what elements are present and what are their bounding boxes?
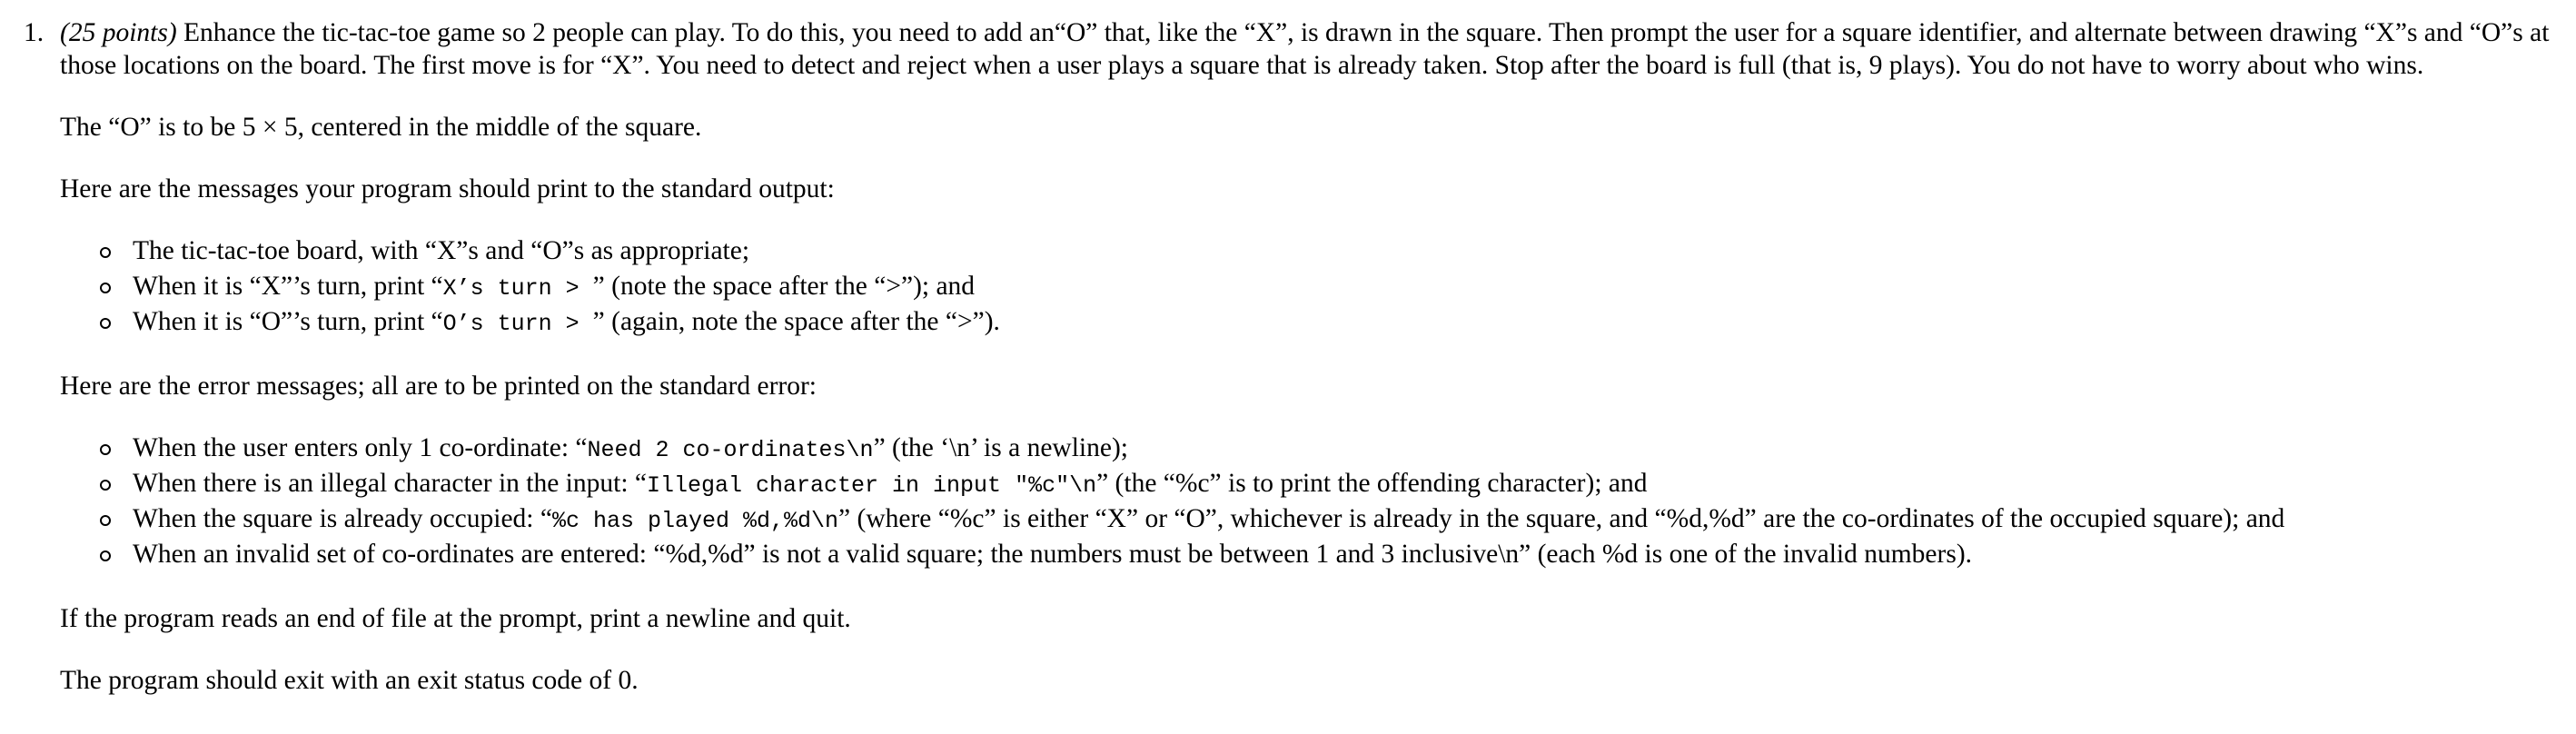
item-text-after: ” (again, note the space after the “>”). [592, 307, 1000, 336]
item-text: When the user enters only 1 co-ordinate: “ [133, 433, 588, 462]
bullet-icon [100, 283, 111, 293]
item-text: When the square is already occupied: “ [133, 504, 552, 533]
question-intro [60, 16, 2567, 82]
list-item [60, 467, 2567, 502]
item-text: When it is “X”’s turn, print “ [133, 272, 443, 301]
bullet-icon [100, 550, 111, 561]
item-text: When an invalid set of co-ordinates are entered: “%d,%d” is not a valid square; the numbers must be between 1 and 3 inclusive\n” (each %d is one of the invalid numbers). [133, 540, 1973, 569]
stderr-intro: Here are the error messages; all are to be printed on the standard error: [60, 372, 817, 401]
code-text: X’s turn > [442, 275, 593, 302]
bullet-icon [100, 480, 111, 491]
item-text: When it is “O”’s turn, print “ [133, 307, 443, 336]
list-item [60, 234, 2567, 270]
stderr-list [60, 431, 2567, 573]
list-item [60, 538, 2567, 573]
code-text: O’s turn > [442, 311, 593, 337]
points-label: (25 points) [60, 18, 177, 47]
stdout-list [60, 234, 2567, 341]
bullet-icon [100, 318, 111, 329]
item-text-after: ” (note the space after the “>”); and [592, 272, 976, 301]
list-item [60, 305, 2567, 341]
list-item [60, 502, 2567, 538]
list-item [60, 431, 2567, 467]
question-number: 1. [24, 18, 45, 47]
code-text: %c has played %d,%d\n [551, 508, 839, 534]
code-text: Need 2 co-ordinates\n [587, 437, 874, 463]
question-content [60, 16, 2567, 697]
code-text: Illegal character in input "%c"\n [647, 472, 1097, 499]
exit-note: The program should exit with an exit status code of 0. [60, 666, 639, 695]
item-text-after: ” (the “%c” is to print the offending character); and [1096, 469, 1648, 498]
list-item [60, 270, 2567, 305]
bullet-icon [100, 247, 111, 258]
intro-text: Enhance the tic-tac-toe game so 2 people can play. To do this, you need to add an“O” that, like the “X”, is drawn in the square. Then prompt the user for a square identifier, and alternate between drawing “X”s and “O”s at those locations on the board. The first move is for “X”. You need to detect and reject when a user plays a square that is already taken. Stop after the board is full (that is, 9 plays). You do not have to worry about who wins. [60, 18, 2550, 80]
stdout-intro: Here are the messages your program should print to the standard output: [60, 174, 835, 203]
size-note: The “O” is to be 5 × 5, centered in the middle of the square. [60, 113, 702, 142]
item-text-after: ” (where “%c” is either “X” or “O”, whichever is already in the square, and “%d,%d” are the co-ordinates of the occupied square); and [838, 504, 2285, 533]
item-text: The tic-tac-toe board, with “X”s and “O”s as appropriate; [133, 236, 750, 265]
eof-note: If the program reads an end of file at the prompt, print a newline and quit. [60, 604, 851, 633]
bullet-icon [100, 515, 111, 526]
bullet-icon [100, 444, 111, 455]
item-text-after: ” (the ‘\n’ is a newline); [873, 433, 1128, 462]
item-text: When there is an illegal character in the input: “ [133, 469, 647, 498]
